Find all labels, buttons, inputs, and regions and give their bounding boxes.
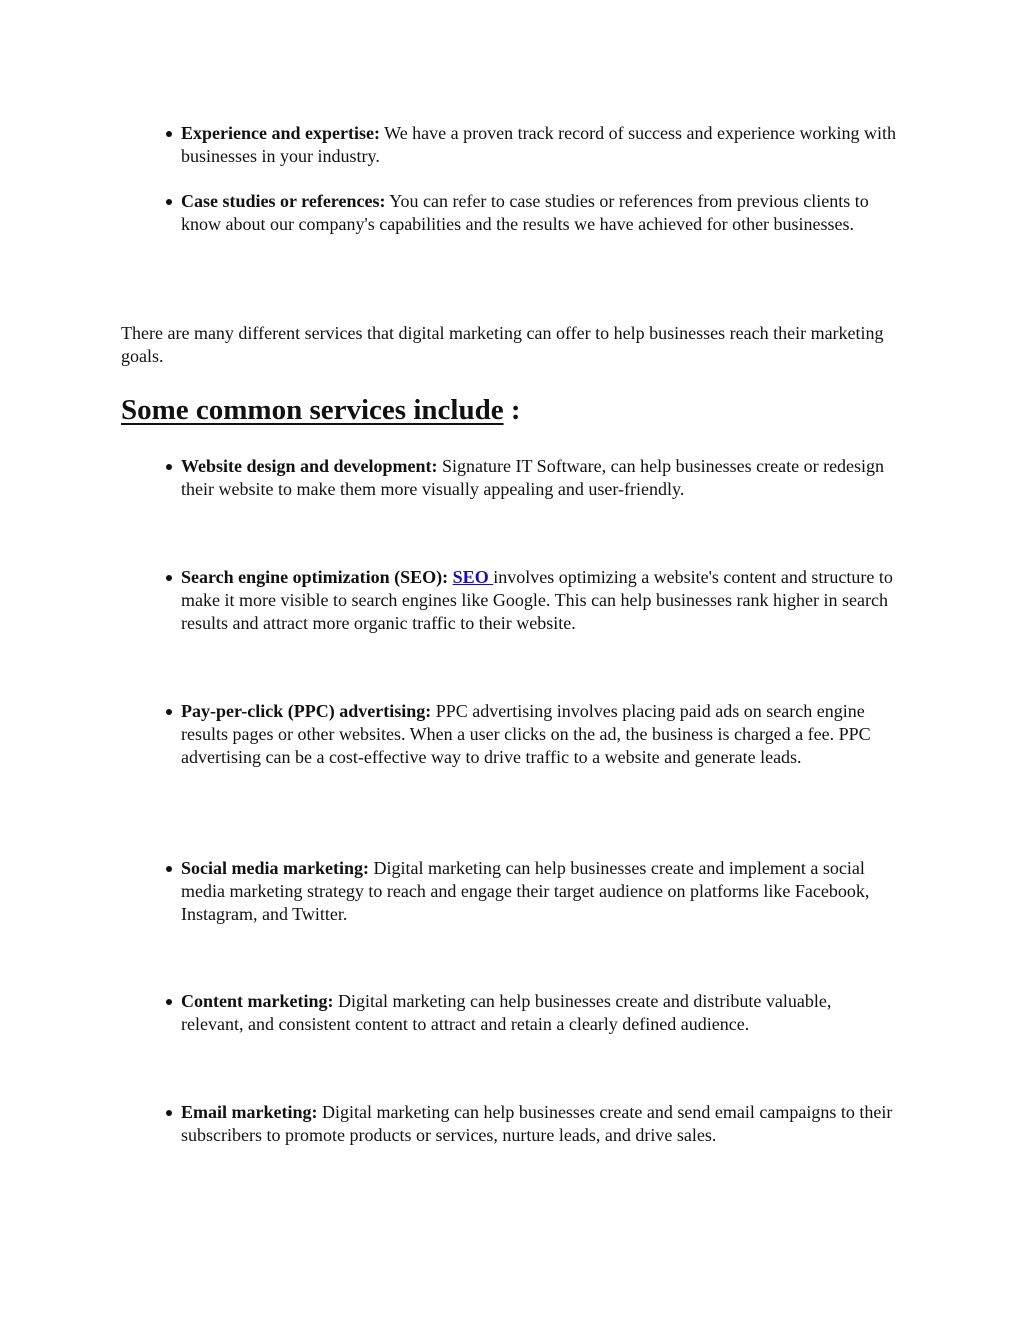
item-label: Content marketing:: [181, 991, 334, 1011]
item-text: You can refer to case studies or references from previous clients to know about our company's capabilities and the results we have achieved for other businesses.: [181, 191, 869, 234]
item-text: We have a proven track record of success and experience working with businesses in your industry.: [181, 123, 896, 166]
item-text: PPC advertising involves placing paid ads on search engine results pages or other websites. When a user clicks on the ad, the business is charged a fee. PPC advertising can be a cost-effective way to drive traffic to a website and generate leads.: [181, 701, 871, 767]
service-item-email-marketing: [181, 1101, 896, 1147]
list-item-experience: [181, 122, 896, 168]
item-text: Digital marketing can help businesses create and distribute valuable, relevant, and consistent content to attract and retain a clearly defined audience.: [181, 991, 832, 1034]
bullet-icon: [166, 199, 172, 205]
item-label: Email marketing:: [181, 1102, 318, 1122]
item-text: involves optimizing a website's content and structure to make it more visible to search engines like Google. This can help businesses rank higher in search results and attract more organic traffic to their website.: [181, 567, 893, 633]
bullet-icon: [166, 464, 172, 470]
bullet-icon: [166, 999, 172, 1005]
intro-paragraph: There are many different services that digital marketing can offer to help businesses reach their marketing goals.: [121, 323, 884, 366]
services-heading: [121, 392, 521, 428]
service-item-content-marketing: [181, 990, 896, 1036]
item-label: Search engine optimization (SEO):: [181, 567, 449, 587]
service-item-ppc: [181, 700, 896, 769]
heading-text: Some common services include: [121, 394, 504, 426]
item-label: Experience and expertise:: [181, 123, 380, 143]
service-item-seo: [181, 566, 896, 635]
item-label: Pay-per-click (PPC) advertising:: [181, 701, 432, 721]
bullet-icon: [166, 709, 172, 715]
heading-suffix: :: [503, 394, 521, 426]
item-text: Digital marketing can help businesses create and implement a social media marketing strategy to reach and engage their target audience on platforms like Facebook, Instagram, and Twitter.: [181, 858, 870, 924]
bullet-icon: [166, 131, 172, 137]
item-label: Social media marketing:: [181, 858, 369, 878]
bullet-icon: [166, 1110, 172, 1116]
item-label: Website design and development:: [181, 456, 438, 476]
service-item-social-media: [181, 857, 896, 926]
bullet-icon: [166, 866, 172, 872]
service-item-website-design: [181, 455, 896, 501]
list-item-case-studies: [181, 190, 896, 236]
item-text: Signature IT Software, can help businesses create or redesign their website to make them more visually appealing and user-friendly.: [181, 456, 885, 499]
item-label: Case studies or references:: [181, 191, 386, 211]
item-text: Digital marketing can help businesses create and send email campaigns to their subscribers to promote products or services, nurture leads, and drive sales.: [181, 1102, 893, 1145]
seo-link[interactable]: SEO: [452, 567, 494, 587]
bullet-icon: [166, 575, 172, 581]
